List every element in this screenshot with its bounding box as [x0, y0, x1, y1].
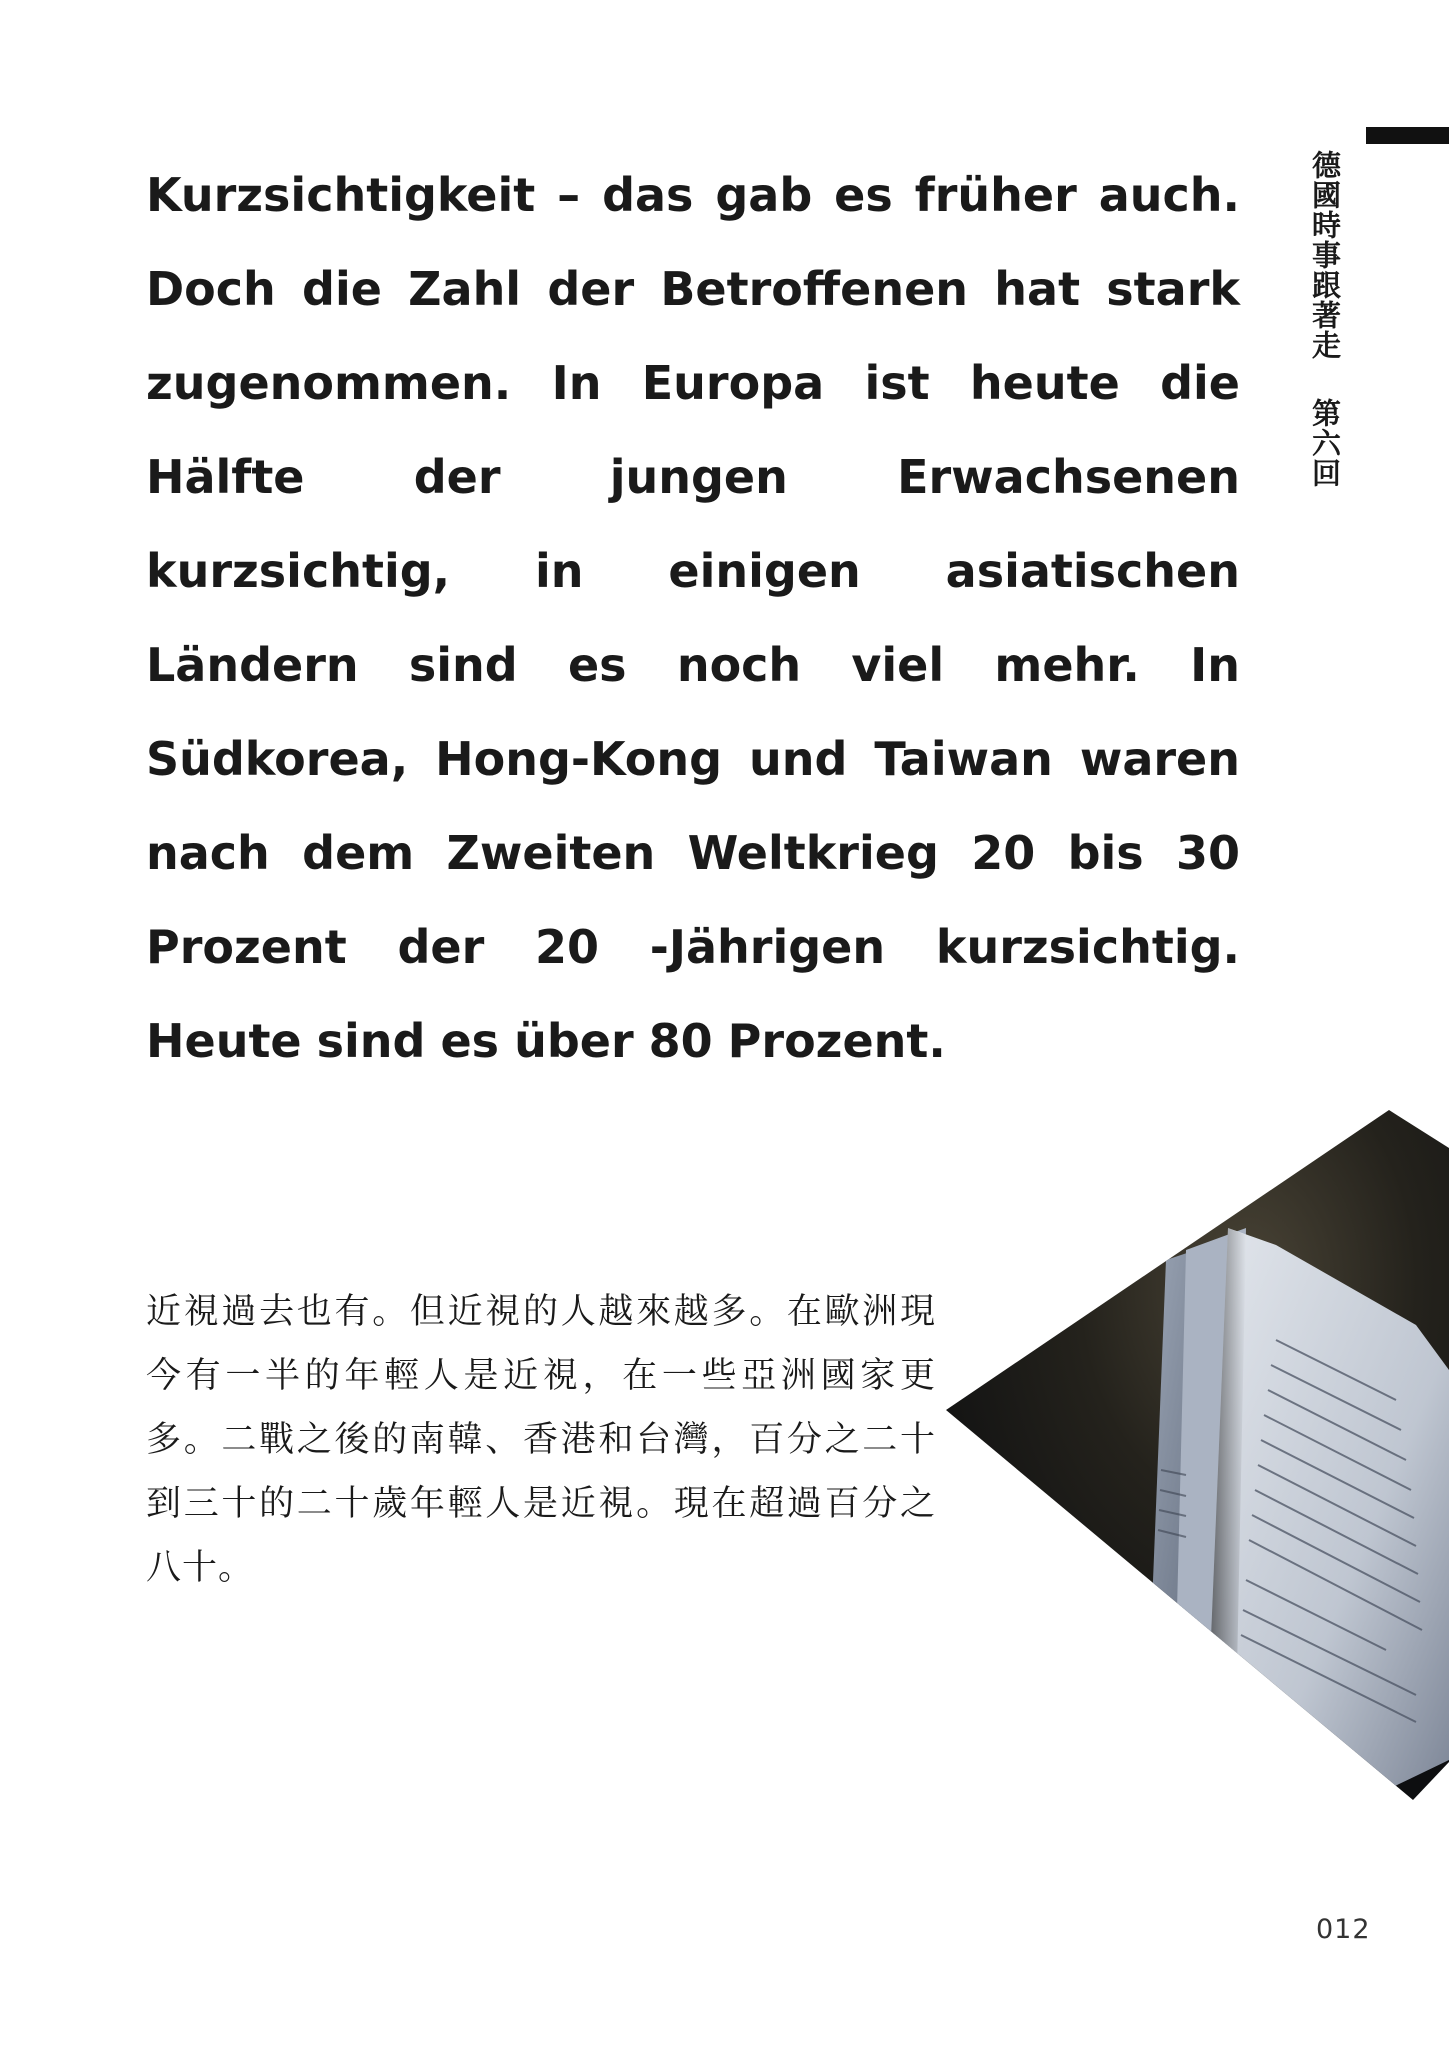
open-book-photo — [946, 1110, 1449, 1800]
running-header-episode: 第六回 — [1308, 398, 1342, 488]
german-paragraph: Kurzsichtigkeit – das gab es früher auch. Doch die Zahl der Betroffenen hat stark zugenommen. In Europa ist heute die Hälfte der jungen Erwachsenen kurzsichtig, in einigen asiatischen Ländern sind es noch viel mehr. In Südkorea, Hong-Kong und Taiwan waren nach dem Zweiten Weltkrieg 20 bis 30 Prozent der 20 -Jährigen kurzsichtig. Heute sind es über 80 Prozent. — [146, 168, 1240, 1068]
running-header-title: 德國時事跟著走 — [1308, 150, 1342, 360]
running-header — [1303, 150, 1343, 488]
chinese-paragraph: 近視過去也有。但近視的人越來越多。在歐洲現今有一半的年輕人是近視，在一些亞洲國家更多。二戰之後的南韓、香港和台灣，百分之二十到三十的二十歲年輕人是近視。現在超過百分之八十。 — [146, 1292, 936, 1588]
edge-bar — [1366, 127, 1449, 144]
page-number: 012 — [1316, 1914, 1371, 1945]
